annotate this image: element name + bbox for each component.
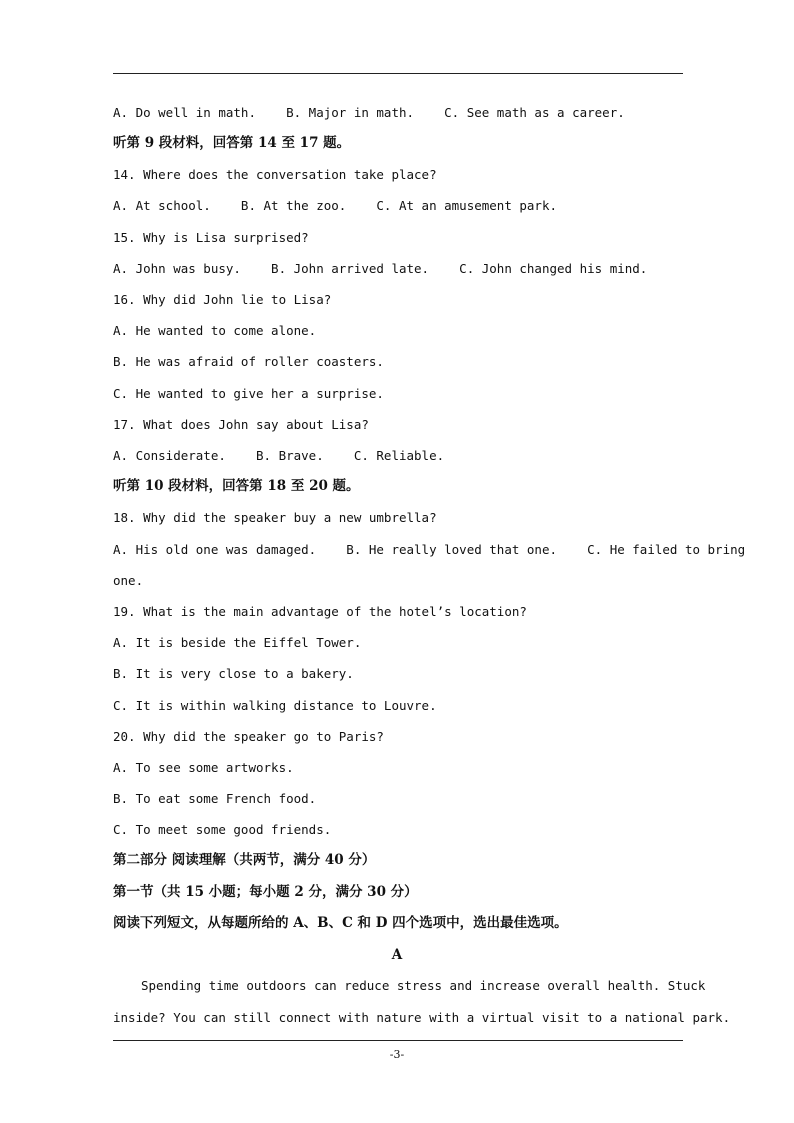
passage-a-line-1: Spending time outdoors can reduce stress and increase overall health. Stuck xyxy=(141,978,706,993)
q18-options-continued: one. xyxy=(113,573,144,588)
section-one-heading: 第一节（共 15 小题；每小题 2 分，满分 30 分） xyxy=(113,884,418,900)
q19-option-c: C. It is within walking distance to Louvre. xyxy=(113,698,437,713)
reading-instructions: 阅读下列短文，从每题所给的 A、B、C 和 D 四个选项中，选出最佳选项。 xyxy=(113,915,568,931)
q14-options: A. At school. B. At the zoo. C. At an amusement park. xyxy=(113,198,558,213)
header-rule xyxy=(113,73,683,74)
page-number: -3- xyxy=(389,1048,405,1061)
section-heading-passage-10: 听第 10 段材料，回答第 18 至 20 题。 xyxy=(113,478,360,494)
q16-option-c: C. He wanted to give her a surprise. xyxy=(113,386,384,401)
question-14: 14. Where does the conversation take place? xyxy=(113,167,437,182)
q19-option-b: B. It is very close to a bakery. xyxy=(113,666,354,681)
q17-options: A. Considerate. B. Brave. C. Reliable. xyxy=(113,448,445,463)
question-18: 18. Why did the speaker buy a new umbrella? xyxy=(113,510,437,525)
question-15: 15. Why is Lisa surprised? xyxy=(113,230,309,245)
q20-option-b: B. To eat some French food. xyxy=(113,791,317,806)
q20-option-a: A. To see some artworks. xyxy=(113,760,294,775)
passage-a-title: A xyxy=(391,947,403,963)
part-two-heading: 第二部分 阅读理解（共两节，满分 40 分） xyxy=(113,852,376,868)
q15-options: A. John was busy. B. John arrived late. C. John changed his mind. xyxy=(113,261,648,276)
q16-option-a: A. He wanted to come alone. xyxy=(113,323,317,338)
footer-rule xyxy=(113,1040,683,1041)
question-20: 20. Why did the speaker go to Paris? xyxy=(113,729,384,744)
section-heading-passage-9: 听第 9 段材料，回答第 14 至 17 题。 xyxy=(113,135,351,151)
q19-option-a: A. It is beside the Eiffel Tower. xyxy=(113,635,362,650)
question-19: 19. What is the main advantage of the hotel’s location? xyxy=(113,604,527,619)
q13-options: A. Do well in math. B. Major in math. C. See math as a career. xyxy=(113,105,625,120)
q18-options: A. His old one was damaged. B. He really loved that one. C. He failed to bring xyxy=(113,542,746,557)
q20-option-c: C. To meet some good friends. xyxy=(113,822,332,837)
q16-option-b: B. He was afraid of roller coasters. xyxy=(113,354,384,369)
question-17: 17. What does John say about Lisa? xyxy=(113,417,369,432)
passage-a-line-2: inside? You can still connect with nature with a virtual visit to a national park. xyxy=(113,1010,731,1025)
question-16: 16. Why did John lie to Lisa? xyxy=(113,292,332,307)
